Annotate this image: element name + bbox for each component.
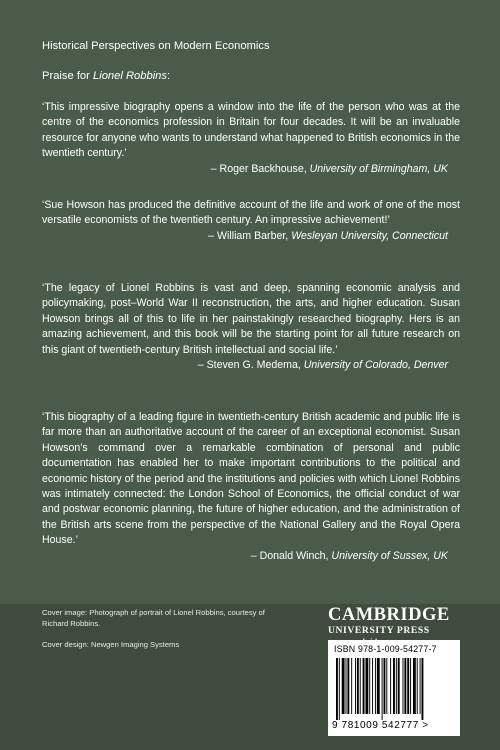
endorser-affiliation: University of Sussex, UK	[331, 549, 448, 562]
isbn-label: ISBN 978-1-009-54277-7	[334, 644, 437, 654]
endorsement-3	[42, 281, 460, 373]
endorsement-attribution	[42, 358, 460, 373]
endorsement-text: ‘The legacy of Lionel Robbins is vast and deep, spanning economic analysis and policymaking, post–World War II reconstruction, the arts, and higher education. Susan Howson brings all of this to life in her painstakingly researched biography. Hers is an amazing achievement, and this book will be the starting point for all future research on this giant of twentieth-century British intellectual and social life.’	[42, 282, 460, 356]
endorser-name: – Roger Backhouse,	[210, 162, 310, 175]
praise-prefix: Praise for	[42, 70, 93, 82]
cover-design-credit: Cover design: Newgen Imaging Systems	[42, 640, 180, 649]
praise-book-title: Lionel Robbins	[92, 70, 167, 82]
endorsement-attribution	[42, 162, 460, 177]
endorser-affiliation: University of Birmingham, UK	[309, 162, 448, 175]
endorser-affiliation: University of Colorado, Denver	[303, 359, 448, 372]
barcode-icon	[334, 658, 454, 720]
endorser-affiliation: Wesleyan University, Connecticut	[291, 229, 448, 242]
endorsement-attribution	[42, 549, 460, 564]
endorser-name: – Donald Winch,	[250, 549, 332, 562]
barcode-digits	[328, 720, 460, 734]
endorsement-1	[42, 100, 460, 177]
endorsement-text: ‘Sue Howson has produced the definitive account of the life and work of one of the most versatile economists of the twentieth century. An impressive achievement!’	[42, 199, 460, 227]
endorsement-text: ‘This impressive biography opens a window into the life of the person who was at the centre of the economics profession in Britain for four decades. It will be an invaluable resource for anyone who wants to understand what happened to British economics in the twentieth century.’	[42, 101, 460, 160]
endorser-name: – Steven G. Medema,	[197, 359, 304, 372]
praise-suffix: :	[167, 70, 171, 82]
series-title: Historical Perspectives on Modern Economics	[42, 40, 270, 52]
publisher-subtitle: UNIVERSITY PRESS	[328, 625, 430, 636]
praise-heading	[42, 70, 170, 82]
endorsement-2	[42, 198, 460, 244]
endorser-name: – William Barber,	[208, 229, 292, 242]
barcode-panel	[328, 640, 460, 736]
endorsement-text: ‘This biography of a leading figure in twentieth-century British academic and public life is far more than an authoritative account of the career of an exceptional economist. Susan Howson’s command over a remarkable combination of personal and public documentation has enabled her to make important contributions to the political and economic history of the period and the institutions and policies with which Lionel Robbins was intimately connected: the London School of Economics, the official conduct of war and postwar economic planning, the future of higher education, and the administration of the British arts scene from the perspective of the National Gallery and the Royal Opera House.’	[42, 411, 460, 547]
publisher-name: CAMBRIDGE	[328, 605, 450, 625]
cover-image-credit: Cover image: Photograph of portrait of Lionel Robbins, courtesy of Richard Robbins.	[42, 608, 265, 628]
barcode-digits-text: 9 781009 542777 >	[332, 720, 429, 731]
endorsement-4	[42, 410, 460, 564]
endorsement-attribution	[42, 229, 460, 244]
